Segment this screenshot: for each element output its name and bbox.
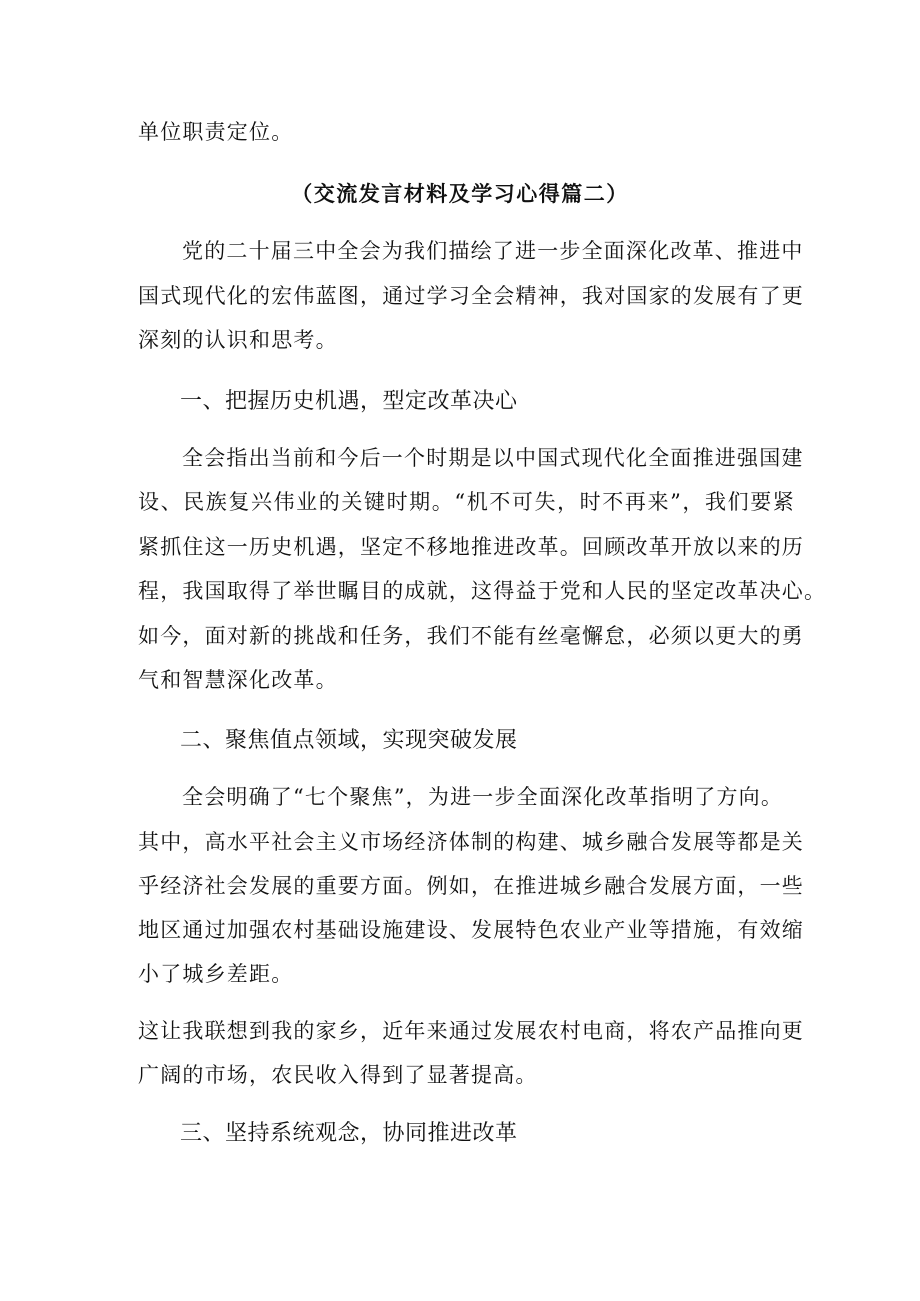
paragraph-2-line-1: 全会指出当前和今后一个时期是以中国式现代化全面推进强国建 (182, 446, 804, 470)
paragraph-3-line-2: 其中，高水平社会主义市场经济体制的构建、城乡融合发展等都是关 (138, 830, 804, 854)
paragraph-3-line-5: 小了城乡差距。 (138, 962, 294, 986)
paragraph-4-line-1: 这让我联想到我的家乡，近年来通过发展农村电商，将农产品推向更 (138, 1019, 804, 1043)
paragraph-1-line-2: 国式现代化的宏伟蓝图，通过学习全会精神，我对国家的发展有了更 (138, 284, 804, 308)
section-title: （交流发言材料及学习心得篇二） (291, 181, 629, 206)
paragraph-2-line-2: 设、民族复兴伟业的关键时期。“机不可失，时不再来”，我们要紧 (138, 490, 795, 514)
heading-2: 二、聚焦值点领域，实现突破发展 (180, 728, 518, 753)
paragraph-1-line-1: 党的二十届三中全会为我们描绘了进一步全面深化改革、推进中 (182, 239, 804, 263)
paragraph-2-line-6: 气和智慧深化改革。 (138, 668, 338, 692)
heading-1: 一、把握历史机遇，型定改革决心 (180, 389, 518, 414)
heading-3: 三、坚持系统观念，协同推进改革 (180, 1121, 518, 1146)
paragraph-3-line-3: 乎经济社会发展的重要方面。例如，在推进城乡融合发展方面，一些 (138, 874, 804, 898)
intro-tail-line: 单位职责定位。 (138, 120, 294, 144)
paragraph-2-line-4: 程，我国取得了举世瞩目的成就，这得益于党和人民的坚定改革决心。 (138, 579, 827, 603)
paragraph-2-line-3: 紧抓住这一历史机遇，坚定不移地推进改革。回顾改革开放以来的历 (138, 535, 804, 559)
paragraph-3-line-1: 全会明确了“七个聚焦”，为进一步全面深化改革指明了方向。 (182, 785, 784, 809)
paragraph-3-line-4: 地区通过加强农村基础设施建设、发展特色农业产业等措施，有效缩 (138, 918, 804, 942)
paragraph-2-line-5: 如今，面对新的挑战和任务，我们不能有丝毫懈怠，必须以更大的勇 (138, 624, 804, 648)
paragraph-1-line-3: 深刻的认识和思考。 (138, 328, 338, 352)
paragraph-4-line-2: 广阔的市场，农民收入得到了显著提高。 (138, 1063, 538, 1087)
